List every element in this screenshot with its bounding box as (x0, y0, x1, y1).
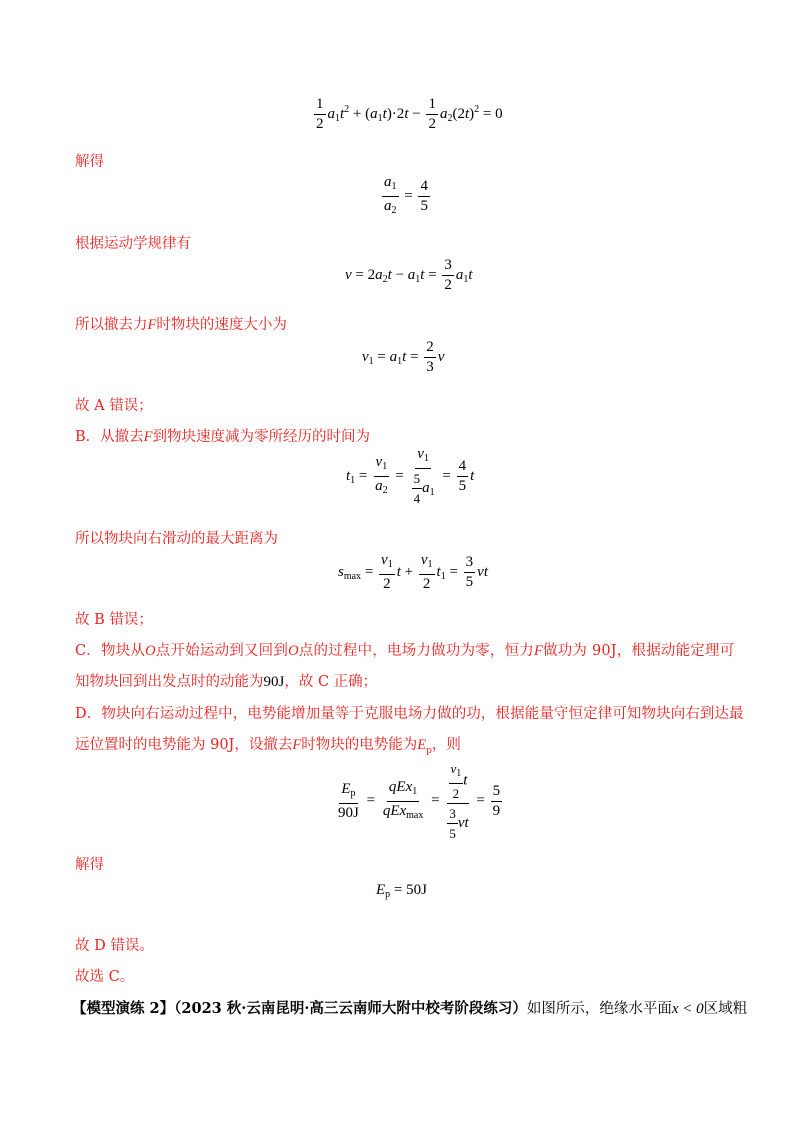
equation-energy-ratio: $\frac{E_p}{90J}$ = $\frac{qEx_1}{qEx_{max}}$ = $\frac{v_1}{2}$ t $\frac{3}{5}$ vt = $\frac{5}{9}$ (338, 761, 501, 841)
equation-Ep-result: $E_p = 50J$ (376, 882, 427, 900)
text-kinematics: 根据运动学规律有 (75, 236, 191, 252)
equation-t1: $t_1$ = $\frac{v_1}{a_2}$ = $v_1$ $\frac{5}{4}$ $a_1$ = $\frac{4}{5}$ t (346, 446, 475, 506)
model-label: 【模型演练 2】 (72, 1000, 175, 1017)
equation-acceleration-ratio: $\frac{a_1}{a_2}$ = $\frac{4}{5}$ (384, 174, 428, 216)
text-A-wrong: 故 A 错误； (75, 398, 153, 414)
text-remove-force-velocity: 所以撤去力F时物块的速度大小为 (75, 317, 287, 333)
text-B-wrong: 故 B 错误； (75, 612, 153, 628)
model-source: （2023 秋·云南昆明·高三云南师大附中校考阶段练习） (174, 1000, 527, 1017)
text-C-line1: C．物块从O点开始运动到又回到O点的过程中，电场力做功为零，恒力F做功为 90J，根据动能定理可 (75, 643, 735, 659)
text-jiede-1: 解得 (75, 154, 104, 170)
equation-v1: $v_1 = a_1t$ = $\frac{2}{3}$ v (362, 339, 445, 375)
text-jiede-2: 解得 (75, 857, 104, 873)
text-model-exercise: 【模型演练 2】（2023 秋·云南昆明·高三云南师大附中校考阶段练习）如图所示，绝缘水平面x < 0区域粗 (72, 1000, 748, 1017)
text-D-wrong: 故 D 错误。 (75, 938, 154, 954)
text-D-line1: D．物块向右运动过程中，电势能增加量等于克服电场力做的功，根据能量守恒定律可知物块向右到达最 (75, 706, 744, 722)
text-D-line2: 远位置时的电势能为 90J，设撤去F时物块的电势能为$E_p$，则 (75, 737, 461, 756)
text-max-distance: 所以物块向右滑动的最大距离为 (75, 531, 278, 547)
text-B-analysis: B．从撤去F到物块速度减为零所经历的时间为 (75, 429, 371, 445)
equation-velocity: $v = 2a_2t - a_1t$ = $\frac{3}{2}$ $a_1t$ (345, 257, 473, 293)
text-C-line2: 知物块回到出发点时的动能为90J，故 C 正确； (75, 674, 378, 690)
equation-smax: $s_{max}$ = $\frac{v_1}{2}$ t + $\frac{v_1}{2}$ $t_1$ = $\frac{3}{5}$ vt (338, 552, 488, 592)
equation-displacement: $\frac{1}{2}$ $a_1t^2 + (a_1t)\cdot 2t$ − $\frac{1}{2}$ $a_2(2t)^2 = 0$ (316, 96, 503, 132)
text-answer-C: 故选 C。 (75, 969, 135, 985)
